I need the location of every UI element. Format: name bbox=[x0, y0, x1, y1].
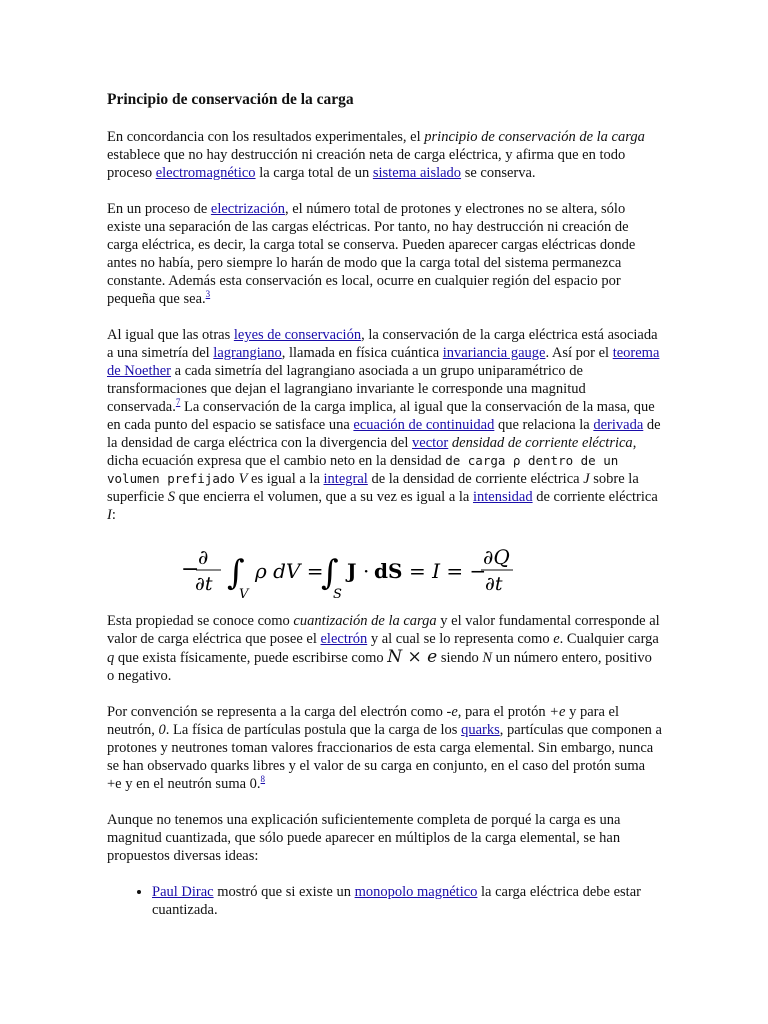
link-monopolo-magnetico[interactable]: monopolo magnético bbox=[354, 884, 478, 900]
paragraph-quantization bbox=[107, 612, 662, 685]
page-title: Principio de conservación de la carga bbox=[107, 91, 354, 108]
formula-integral-sign: ∫ bbox=[321, 553, 339, 593]
text: , llamada en física cuántica bbox=[281, 345, 443, 361]
emphasis-text: principio de conservación de la carga bbox=[424, 129, 645, 145]
link-intensidad[interactable]: intensidad bbox=[472, 489, 533, 505]
emphasis-text: cuantización de la carga bbox=[293, 613, 437, 629]
ideas-list bbox=[107, 883, 662, 919]
emphasis-text: -e bbox=[446, 704, 458, 720]
text: : bbox=[111, 507, 116, 523]
text: En concordancia con los resultados experimentales, el bbox=[107, 129, 425, 145]
emphasis-text: 0 bbox=[158, 722, 166, 738]
text: y para el neutrón, bbox=[107, 704, 619, 738]
text: Esta propiedad se conoce como bbox=[107, 613, 294, 629]
text: . La física de partículas postula que la carga de los bbox=[165, 722, 462, 738]
text: de la densidad de corriente eléctrica bbox=[367, 471, 584, 487]
formula-integral-sign: ∫ bbox=[227, 553, 245, 593]
article-body bbox=[107, 90, 662, 919]
inline-math: N × e bbox=[387, 647, 438, 667]
text: y el valor fundamental corresponde al valor de carga eléctrica que posee el bbox=[107, 613, 660, 647]
link-invariancia-gauge[interactable]: invariancia gauge bbox=[442, 345, 546, 361]
paragraph-electrization bbox=[107, 200, 662, 308]
link-quarks[interactable]: quarks bbox=[461, 722, 500, 738]
link-electromagnetico[interactable]: electromagnético bbox=[155, 165, 256, 181]
text: Por convención se representa a la carga del electrón como bbox=[107, 704, 447, 720]
emphasis-text: N bbox=[482, 650, 493, 666]
emphasis-text: densidad de corriente eléctrica bbox=[451, 435, 633, 451]
formula-time-derivative: ∂t bbox=[485, 573, 503, 595]
text: La conservación de la carga implica, al igual que la conservación de la masa, que en cada punto del espacio se satisface una bbox=[107, 399, 655, 433]
text: es igual a la bbox=[247, 471, 324, 487]
text: que encierra el volumen, que a su vez es igual a la bbox=[175, 489, 473, 505]
paragraph-electron-charge bbox=[107, 703, 662, 793]
formula-graphic bbox=[181, 542, 541, 602]
emphasis-text: +e bbox=[549, 704, 566, 720]
link-electrizacion[interactable]: electrización bbox=[210, 201, 285, 217]
emphasis-text: q bbox=[107, 650, 115, 666]
reference-link[interactable]: 3 bbox=[205, 289, 211, 300]
emphasis-text: I bbox=[107, 507, 112, 523]
paragraph-conservation-principle bbox=[107, 128, 662, 182]
link-teorema-de-noether[interactable]: teorema de Noether bbox=[107, 345, 660, 379]
emphasis-text: S bbox=[167, 489, 176, 505]
text: un número entero, positivo o negativo. bbox=[107, 650, 652, 684]
text: y al cual se lo representa como bbox=[367, 631, 554, 647]
link-electron[interactable]: electrón bbox=[320, 631, 368, 647]
reference-link[interactable]: 8 bbox=[260, 774, 266, 785]
text: sobre la superficie bbox=[107, 471, 639, 505]
link-integral[interactable]: integral bbox=[323, 471, 368, 487]
link-sistema-aislado[interactable]: sistema aislado bbox=[372, 165, 462, 181]
formula-subscript-s: S bbox=[333, 587, 342, 602]
text: Al igual que las otras bbox=[107, 327, 234, 343]
list-item bbox=[152, 883, 662, 919]
emphasis-text: e bbox=[553, 631, 560, 647]
link-derivada[interactable]: derivada bbox=[593, 417, 644, 433]
text: la carga eléctrica debe estar cuantizada. bbox=[152, 884, 641, 918]
text: a cada simetría del lagrangiano asociada a un grupo uniparamétrico de transformaciones que dejan el lagrangiano invariante le corresponde una magnitud conservada. bbox=[107, 363, 586, 415]
link-leyes-de-conservacion[interactable]: leyes de conservación bbox=[233, 327, 362, 343]
formula-charge-derivative: ∂Q bbox=[483, 545, 510, 569]
emphasis-text: V bbox=[238, 471, 248, 487]
text: establece que no hay destrucción ni creación neta de carga eléctrica, y afirma que en todo proceso bbox=[107, 147, 626, 181]
text: mostró que si existe un bbox=[213, 884, 355, 900]
paragraph-conservation-laws bbox=[107, 326, 662, 524]
text: , el número total de protones y electrones no se altera, sólo existe una separación de las cargas eléctricas. Por tanto, no hay destrucción ni creación de carga eléctrica, es decir, la carga total se conserva. Pueden aparecer cargas eléctricas donde antes no había, pero siempre lo harán de modo que la carga total del sistema permanezca constante. Además esta conservación es local, ocurre en cualquier región del espacio por pequeña que sea. bbox=[107, 201, 636, 307]
formula-minus-sign: − bbox=[181, 557, 200, 582]
reference-link[interactable]: 7 bbox=[175, 397, 181, 408]
link-lagrangiano[interactable]: lagrangiano bbox=[213, 345, 282, 361]
text: Aunque no tenemos una explicación suficientemente completa de porqué la carga es una magnitud cuantizada, que sólo puede aparecer en múltiplos de la carga elemental, se han propuestos diversas ideas: bbox=[107, 812, 621, 864]
link-vector[interactable]: vector bbox=[412, 435, 449, 451]
text: , la conservación de la carga eléctrica está asociada a una simetría del bbox=[107, 327, 658, 361]
text: , dicha ecuación expresa que el cambio neto en la densidad bbox=[107, 435, 637, 469]
continuity-equation-formula bbox=[107, 542, 662, 602]
text: que relaciona la bbox=[494, 417, 594, 433]
text: . Cualquier carga bbox=[559, 631, 659, 647]
text: la carga total de un bbox=[255, 165, 373, 181]
formula-rho-dv: ρ dV = bbox=[255, 559, 324, 583]
text: . Así por el bbox=[545, 345, 613, 361]
monospace-text: de carga ρ dentro de un volumen prefijado bbox=[107, 453, 619, 486]
text: , partículas que componen a protones y neutrones toman valores fraccionarios de esta carga elemental. Sin embargo, nunca se han observado quarks libres y el valor de su carga en conjunto, en el caso del protón suma +e y en el neutrón suma 0. bbox=[107, 722, 662, 792]
formula-partial-denominator: ∂t bbox=[195, 573, 213, 595]
text: En un proceso de bbox=[107, 201, 211, 217]
emphasis-text: J bbox=[583, 471, 590, 487]
paragraph-quantization-ideas bbox=[107, 811, 662, 865]
text: de la densidad de carga eléctrica con la divergencia del bbox=[107, 417, 661, 451]
formula-subscript-v: V bbox=[239, 587, 249, 602]
text: siendo bbox=[437, 650, 483, 666]
formula-equals-current: = I = − bbox=[409, 559, 487, 583]
text: se conserva. bbox=[461, 165, 536, 181]
formula-dot: · bbox=[363, 559, 370, 583]
text: de corriente eléctrica bbox=[532, 489, 658, 505]
formula-surface-element: dS bbox=[374, 559, 403, 583]
link-ecuacion-de-continuidad[interactable]: ecuación de continuidad bbox=[353, 417, 495, 433]
text: , para el protón bbox=[457, 704, 550, 720]
link-paul-dirac[interactable]: Paul Dirac bbox=[152, 884, 214, 900]
text: que exista físicamente, puede escribirse como bbox=[114, 650, 388, 666]
formula-current-density: J bbox=[347, 559, 357, 583]
formula-partial-numerator: ∂ bbox=[198, 545, 209, 569]
